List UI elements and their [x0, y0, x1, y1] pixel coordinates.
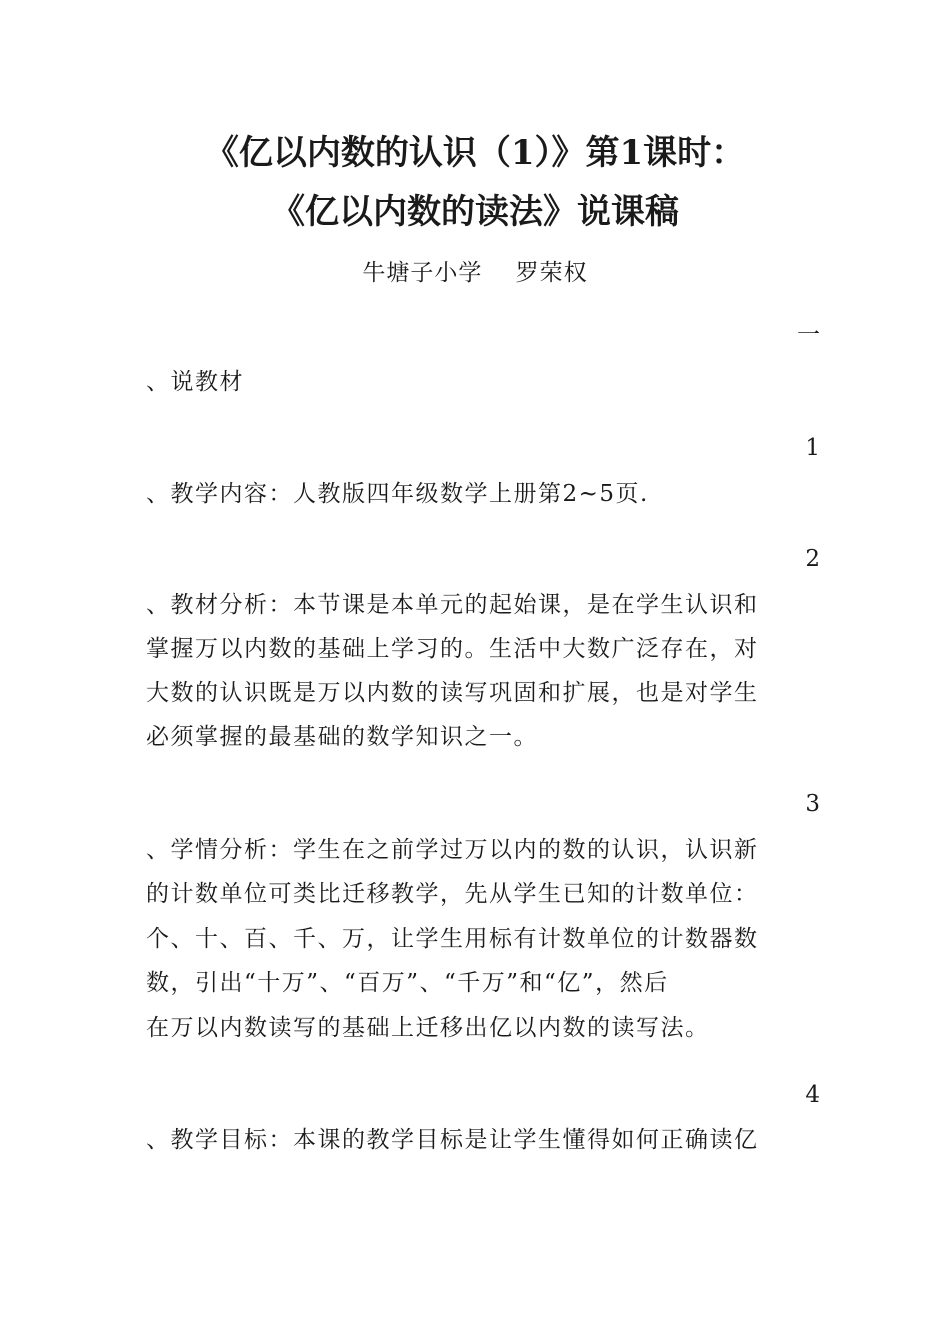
- section-heading: 、说教材: [146, 369, 244, 395]
- document-title-line-1: 《亿以内数的认识（1）》第1课时：: [204, 133, 746, 173]
- item-1-line-1: 、教学内容：人教版四年级数学上册第2~5页.: [146, 481, 649, 507]
- item-4-line-1: 、教学目标：本课的教学目标是让学生懂得如何正确读亿: [146, 1127, 759, 1153]
- item-3-line-3: 个、十、百、千、万，让学生用标有计数单位的计数器数: [146, 926, 759, 952]
- item-3-line-5: 在万以内数读写的基础上迁移出亿以内数的读写法。: [146, 1015, 710, 1041]
- section-number: 一: [797, 322, 820, 348]
- item-2-line-2: 掌握万以内数的基础上学习的。生活中大数广泛存在，对: [146, 636, 759, 662]
- item-number-2: 2: [805, 546, 820, 572]
- item-2-line-1: 、教材分析：本节课是本单元的起始课，是在学生认识和: [146, 592, 759, 618]
- item-number-1: 1: [805, 435, 820, 461]
- item-2-line-3: 大数的认识既是万以内数的读写巩固和扩展，也是对学生: [146, 680, 759, 706]
- document-title-line-2: 《亿以内数的读法》说课稿: [271, 192, 679, 232]
- author-line: 牛塘子小学 罗荣权: [362, 260, 588, 286]
- item-3-line-2: 的计数单位可类比迁移教学，先从学生已知的计数单位：: [146, 881, 759, 907]
- item-2-line-4: 必须掌握的最基础的数学知识之一。: [146, 724, 538, 750]
- item-3-line-4: 数，引出“十万”、“百万”、“千万”和“亿”，然后: [146, 970, 669, 996]
- item-number-4: 4: [805, 1082, 820, 1108]
- item-number-3: 3: [805, 791, 820, 817]
- item-3-line-1: 、学情分析：学生在之前学过万以内的数的认识，认识新: [146, 837, 759, 863]
